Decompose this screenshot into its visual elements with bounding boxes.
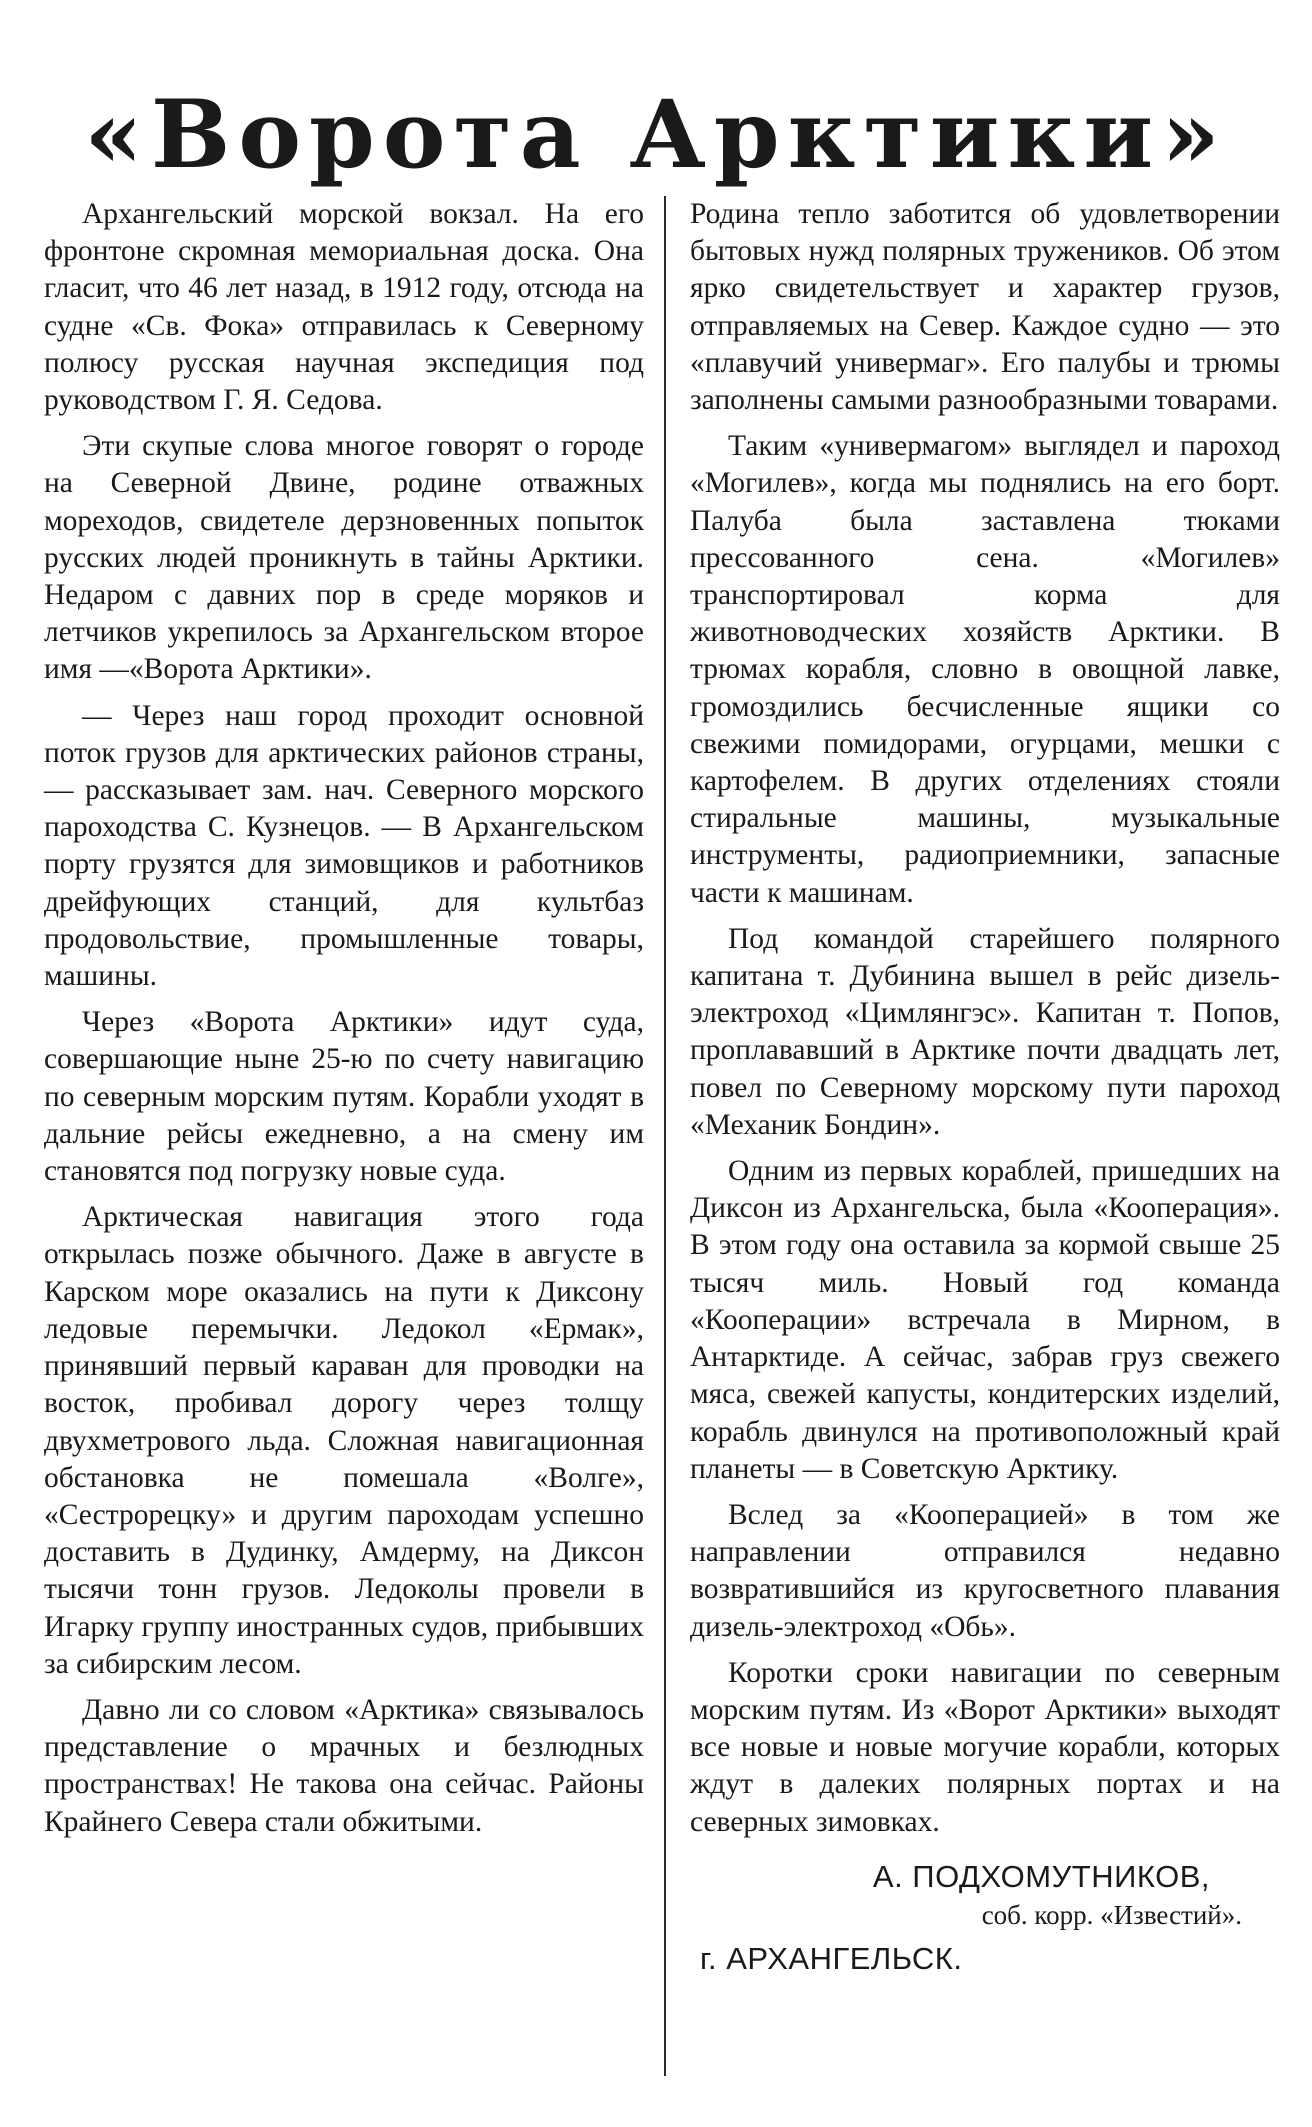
- author-title: соб. корр. «Известий».: [981, 1899, 1242, 1930]
- paragraph: Давно ли со словом «Арктика» связывалось представление о мрачных и безлюдных пространствах! Не такова она сейчас. Районы Крайнего Севера стали обжитыми.: [44, 1693, 644, 1838]
- paragraph: Эти скупые слова многое говорят о городе на Северной Двине, родине отважных мореходов, свидетеле дерзновенных попыток русских людей проникнуть в тайны Арктики. Недаром с давних пор в среде моряков и летчиков укрепилось за Архангельском второе имя —«Ворота Арктики».: [44, 430, 644, 686]
- paragraph: Архангельский морской вокзал. На его фронтоне скромная мемориальная доска. Она гласит, что 46 лет назад, в 1912 году, отсюда на судне «Св. Фока» отправилась к Северному полюсу русская научная экспедиция под руководством Г. Я. Седова.: [44, 198, 644, 417]
- paragraph: Таким «универмагом» выглядел и пароход «Могилев», когда мы поднялись на его борт. Палуба была заставлена тюками прессованного сена. «Могилев» транспортировал корма для животноводческих хозяйств Арктики. В трюмах корабля, словно в овощной лавке, громоздились бесчисленные ящики со свежими помидорами, огурцами, мешки с картофелем. В других отделениях стояли стиральные машины, музыкальные инструменты, радиоприемники, запасные части к машинам.: [690, 430, 1280, 909]
- column-divider: [664, 196, 666, 2076]
- paragraph: Родина тепло заботится об удовлетворении бытовых нужд полярных тружеников. Об этом ярко свидетельствует и характер грузов, отправляемых на Север. Каждое судно — это «плавучий универмаг». Его палубы и трюмы заполнены самыми разнообразными товарами.: [690, 198, 1280, 417]
- dateline: г. АРХАНГЕЛЬСК.: [700, 1940, 963, 1976]
- left-column: [44, 196, 644, 1850]
- paragraph: Вслед за «Кооперацией» в том же направлении отправился недавно возвратившийся из кругосветного плавания дизель-электроход «Обь».: [690, 1498, 1280, 1643]
- right-column: [690, 196, 1280, 1979]
- paragraph: Коротки сроки навигации по северным морским путям. Из «Ворот Арктики» выходят все новые и новые могучие корабли, которых ждут в далеких полярных портах и на северных зимовках.: [690, 1656, 1280, 1838]
- article-headline: «Ворота Арктики»: [84, 80, 1228, 190]
- paragraph: Арктическая навигация этого года открылась позже обычного. Даже в августе в Карском море оказались на пути к Диксону ледовые перемычки. Ледокол «Ермак», принявший первый караван для проводки на восток, пробивал дорогу через толщу двухметрового льда. Сложная навигационная обстановка не помешала «Волге», «Сестрорецку» и другим пароходам успешно доставить в Дудинку, Амдерму, на Диксон тысячи тонн грузов. Ледоколы провели в Игарку группу иностранных судов, прибывших за сибирским лесом.: [44, 1201, 644, 1680]
- author-name: А. ПОДХОМУТНИКОВ,: [872, 1858, 1210, 1894]
- paragraph: — Через наш город проходит основной поток грузов для арктических районов страны, — рассказывает зам. нач. Северного морского пароходства С. Кузнецов. — В Архангельском порту грузятся для зимовщиков и работников дрейфующих станций, для культбаз продовольствие, промышленные товары, машины.: [44, 699, 644, 993]
- paragraph: Через «Ворота Арктики» идут суда, совершающие ныне 25-ю по счету навигацию по северным морским путям. Корабли уходят в дальние рейсы ежедневно, а на смену им становятся под погрузку новые суда.: [44, 1006, 644, 1188]
- paragraph: Одним из первых кораблей, пришедших на Диксон из Архангельска, была «Кооперация». В этом году она оставила за кормой свыше 25 тысяч миль. Новый год команда «Кооперации» встречала в Мирном, в Антарктиде. А сейчас, забрав груз свежего мяса, свежей капусты, кондитерских изделий, корабль двинулся на противоположный край планеты — в Советскую Арктику.: [690, 1155, 1280, 1485]
- paragraph: Под командой старейшего полярного капитана т. Дубинина вышел в рейс дизель-электроход «Цимлянгэс». Капитан т. Попов, проплававший в Арктике почти двадцать лет, повел по Северному морскому пути пароход «Механик Бондин».: [690, 922, 1280, 1141]
